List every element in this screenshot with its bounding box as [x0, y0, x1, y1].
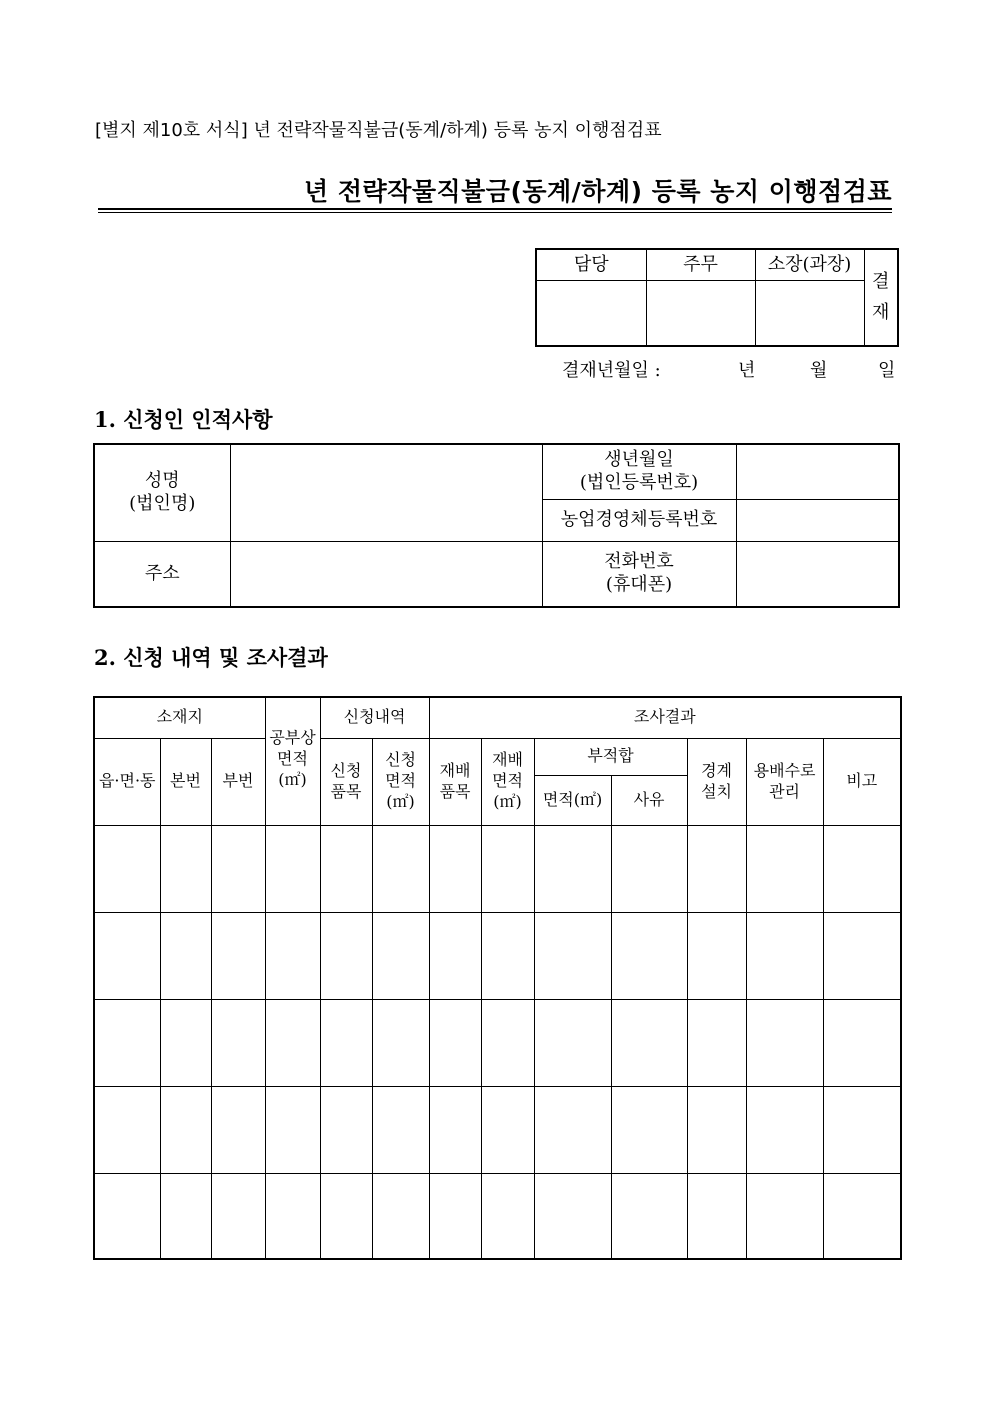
phone-input-cell[interactable] [736, 541, 899, 607]
cult-area-cell[interactable] [481, 999, 534, 1086]
sub-lot-cell[interactable] [211, 1173, 265, 1259]
registry-area-line3: (㎡) [278, 769, 307, 789]
location-header: 소재지 [94, 697, 265, 738]
cult-crop-header [429, 738, 481, 825]
name-label-line1: 성명 [144, 470, 180, 492]
nonconform-area-cell[interactable] [534, 1173, 611, 1259]
birth-label-line2: (법인등록번호) [579, 471, 699, 493]
cult-crop-cell[interactable] [429, 825, 481, 912]
nonconform-reason-header: 사유 [611, 775, 687, 825]
applicant-table [93, 443, 900, 608]
cult-area-line2: 면적 [492, 771, 523, 791]
nonconform-area-cell[interactable] [534, 1086, 611, 1173]
approval-side-label [864, 249, 898, 346]
approval-side-char-1: 결 [872, 270, 890, 292]
sub-lot-cell[interactable] [211, 999, 265, 1086]
waterway-header [746, 738, 823, 825]
app-area-cell[interactable] [372, 1173, 429, 1259]
cult-area-cell[interactable] [481, 912, 534, 999]
approval-sign-staff[interactable] [536, 280, 646, 346]
app-area-line3: (㎡) [386, 791, 415, 811]
cult-area-cell[interactable] [481, 1086, 534, 1173]
nonconform-reason-cell[interactable] [611, 912, 687, 999]
approval-header-chief: 주무 [646, 249, 755, 280]
nonconform-header: 부적합 [534, 738, 687, 775]
registry-area-cell[interactable] [265, 999, 320, 1086]
name-label [94, 444, 230, 541]
registry-area-line2: 면적 [277, 748, 308, 768]
application-header: 신청내역 [320, 697, 429, 738]
approval-month-label: 월 [810, 360, 828, 381]
cult-area-line1: 재배 [492, 750, 523, 770]
cult-area-cell[interactable] [481, 1173, 534, 1259]
section1-heading: 1. 신청인 인적사항 [94, 407, 273, 432]
approval-date-line [562, 356, 895, 382]
app-crop-cell[interactable] [320, 1173, 372, 1259]
cult-crop-cell[interactable] [429, 999, 481, 1086]
registry-area-cell[interactable] [265, 1173, 320, 1259]
registry-area-line1: 공부상 [269, 728, 316, 747]
eup-myeon-dong-header: 읍·면·동 [94, 738, 160, 825]
name-label-line2: (법인명) [129, 492, 196, 514]
survey-result-header: 조사결과 [429, 697, 901, 738]
app-crop-line1: 신청 [330, 760, 362, 780]
nonconform-reason-cell[interactable] [611, 1173, 687, 1259]
form-number-note: [별지 제10호 서식] 년 전략작물직불금(동계/하계) 등록 농지 이행점검표 [95, 120, 662, 141]
nonconform-reason-cell[interactable] [611, 1086, 687, 1173]
farm-reg-label: 농업경영체등록번호 [542, 499, 736, 541]
boundary-cell[interactable] [687, 1086, 746, 1173]
phone-label [542, 541, 736, 607]
phone-label-line2: (휴대폰) [605, 573, 673, 595]
approval-day-label: 일 [878, 360, 896, 381]
sub-lot-header: 부번 [211, 738, 265, 825]
approval-side-char-2: 재 [872, 301, 890, 323]
sub-lot-cell[interactable] [211, 825, 265, 912]
farm-reg-input-cell[interactable] [736, 499, 899, 541]
app-crop-cell[interactable] [320, 912, 372, 999]
table-row [94, 999, 901, 1086]
remarks-cell[interactable] [823, 912, 901, 999]
phone-label-line1: 전화번호 [604, 551, 674, 573]
waterway-cell[interactable] [746, 912, 823, 999]
boundary-cell[interactable] [687, 912, 746, 999]
main-lot-cell[interactable] [160, 1173, 211, 1259]
remarks-cell[interactable] [823, 1086, 901, 1173]
waterway-cell[interactable] [746, 1173, 823, 1259]
app-crop-header [320, 738, 372, 825]
waterway-cell[interactable] [746, 825, 823, 912]
survey-table [93, 696, 902, 1260]
approval-year-label: 년 [738, 360, 756, 381]
waterway-line2: 관리 [769, 781, 800, 801]
registry-area-cell[interactable] [265, 1086, 320, 1173]
approval-header-staff: 담당 [536, 249, 646, 280]
main-lot-cell[interactable] [160, 825, 211, 912]
main-lot-cell[interactable] [160, 912, 211, 999]
waterway-cell[interactable] [746, 1086, 823, 1173]
address-label: 주소 [94, 541, 230, 607]
cult-crop-cell[interactable] [429, 1086, 481, 1173]
eup-myeon-dong-cell[interactable] [94, 1086, 160, 1173]
approval-sign-director[interactable] [755, 280, 864, 346]
birth-label-line1: 생년월일 [604, 449, 674, 471]
table-row [94, 912, 901, 999]
name-input-cell[interactable] [230, 444, 542, 541]
cult-crop-cell[interactable] [429, 1173, 481, 1259]
approval-sign-chief[interactable] [646, 280, 755, 346]
cult-crop-line1: 재배 [439, 760, 471, 780]
section2-heading: 2. 신청 내역 및 조사결과 [94, 645, 328, 670]
main-lot-header: 본번 [160, 738, 211, 825]
nonconform-reason-cell[interactable] [611, 825, 687, 912]
cult-area-cell[interactable] [481, 825, 534, 912]
boundary-cell[interactable] [687, 825, 746, 912]
registry-area-header [265, 697, 320, 825]
nonconform-area-cell[interactable] [534, 912, 611, 999]
app-area-cell[interactable] [372, 999, 429, 1086]
boundary-line1: 경계 [701, 760, 732, 780]
boundary-cell[interactable] [687, 999, 746, 1086]
boundary-header [687, 738, 746, 825]
title-underline-thin [98, 212, 892, 213]
app-area-line2: 면적 [385, 771, 416, 791]
app-area-cell[interactable] [372, 1086, 429, 1173]
main-lot-cell[interactable] [160, 1086, 211, 1173]
sub-lot-cell[interactable] [211, 912, 265, 999]
eup-myeon-dong-cell[interactable] [94, 1173, 160, 1259]
registry-area-cell[interactable] [265, 912, 320, 999]
document-title: 년 전략작물직불금(동계/하계) 등록 농지 이행점검표 [304, 177, 892, 206]
app-crop-line2: 품목 [330, 781, 362, 801]
cult-area-header [481, 738, 534, 825]
birth-label [542, 444, 736, 499]
title-underline [98, 208, 892, 210]
boundary-cell[interactable] [687, 1173, 746, 1259]
nonconform-reason-cell[interactable] [611, 999, 687, 1086]
waterway-line1: 용배수로 [753, 760, 816, 780]
eup-myeon-dong-cell[interactable] [94, 999, 160, 1086]
registry-area-cell[interactable] [265, 825, 320, 912]
birth-input-cell[interactable] [736, 444, 899, 499]
table-row [94, 1173, 901, 1259]
app-area-line1: 신청 [385, 750, 416, 770]
sub-lot-cell[interactable] [211, 1086, 265, 1173]
approval-table [535, 248, 899, 347]
remarks-cell[interactable] [823, 1173, 901, 1259]
address-input-cell[interactable] [230, 541, 542, 607]
cult-crop-cell[interactable] [429, 912, 481, 999]
waterway-cell[interactable] [746, 999, 823, 1086]
nonconform-area-cell[interactable] [534, 999, 611, 1086]
app-area-cell[interactable] [372, 912, 429, 999]
cult-area-line3: (㎡) [493, 791, 522, 811]
app-crop-cell[interactable] [320, 999, 372, 1086]
app-crop-cell[interactable] [320, 825, 372, 912]
app-crop-cell[interactable] [320, 1086, 372, 1173]
remarks-cell[interactable] [823, 825, 901, 912]
table-row [94, 825, 901, 912]
app-area-header [372, 738, 429, 825]
eup-myeon-dong-cell[interactable] [94, 825, 160, 912]
main-lot-cell[interactable] [160, 999, 211, 1086]
boundary-line2: 설치 [701, 781, 732, 801]
cult-crop-line2: 품목 [439, 781, 471, 801]
table-row [94, 1086, 901, 1173]
nonconform-area-cell[interactable] [534, 825, 611, 912]
remarks-cell[interactable] [823, 999, 901, 1086]
approval-date-label: 결재년월일 : [562, 360, 661, 381]
nonconform-area-header: 면적(㎡) [534, 775, 611, 825]
remarks-header: 비고 [823, 738, 901, 825]
eup-myeon-dong-cell[interactable] [94, 912, 160, 999]
approval-header-director: 소장(과장) [755, 249, 864, 280]
survey-body [94, 825, 901, 1259]
app-area-cell[interactable] [372, 825, 429, 912]
